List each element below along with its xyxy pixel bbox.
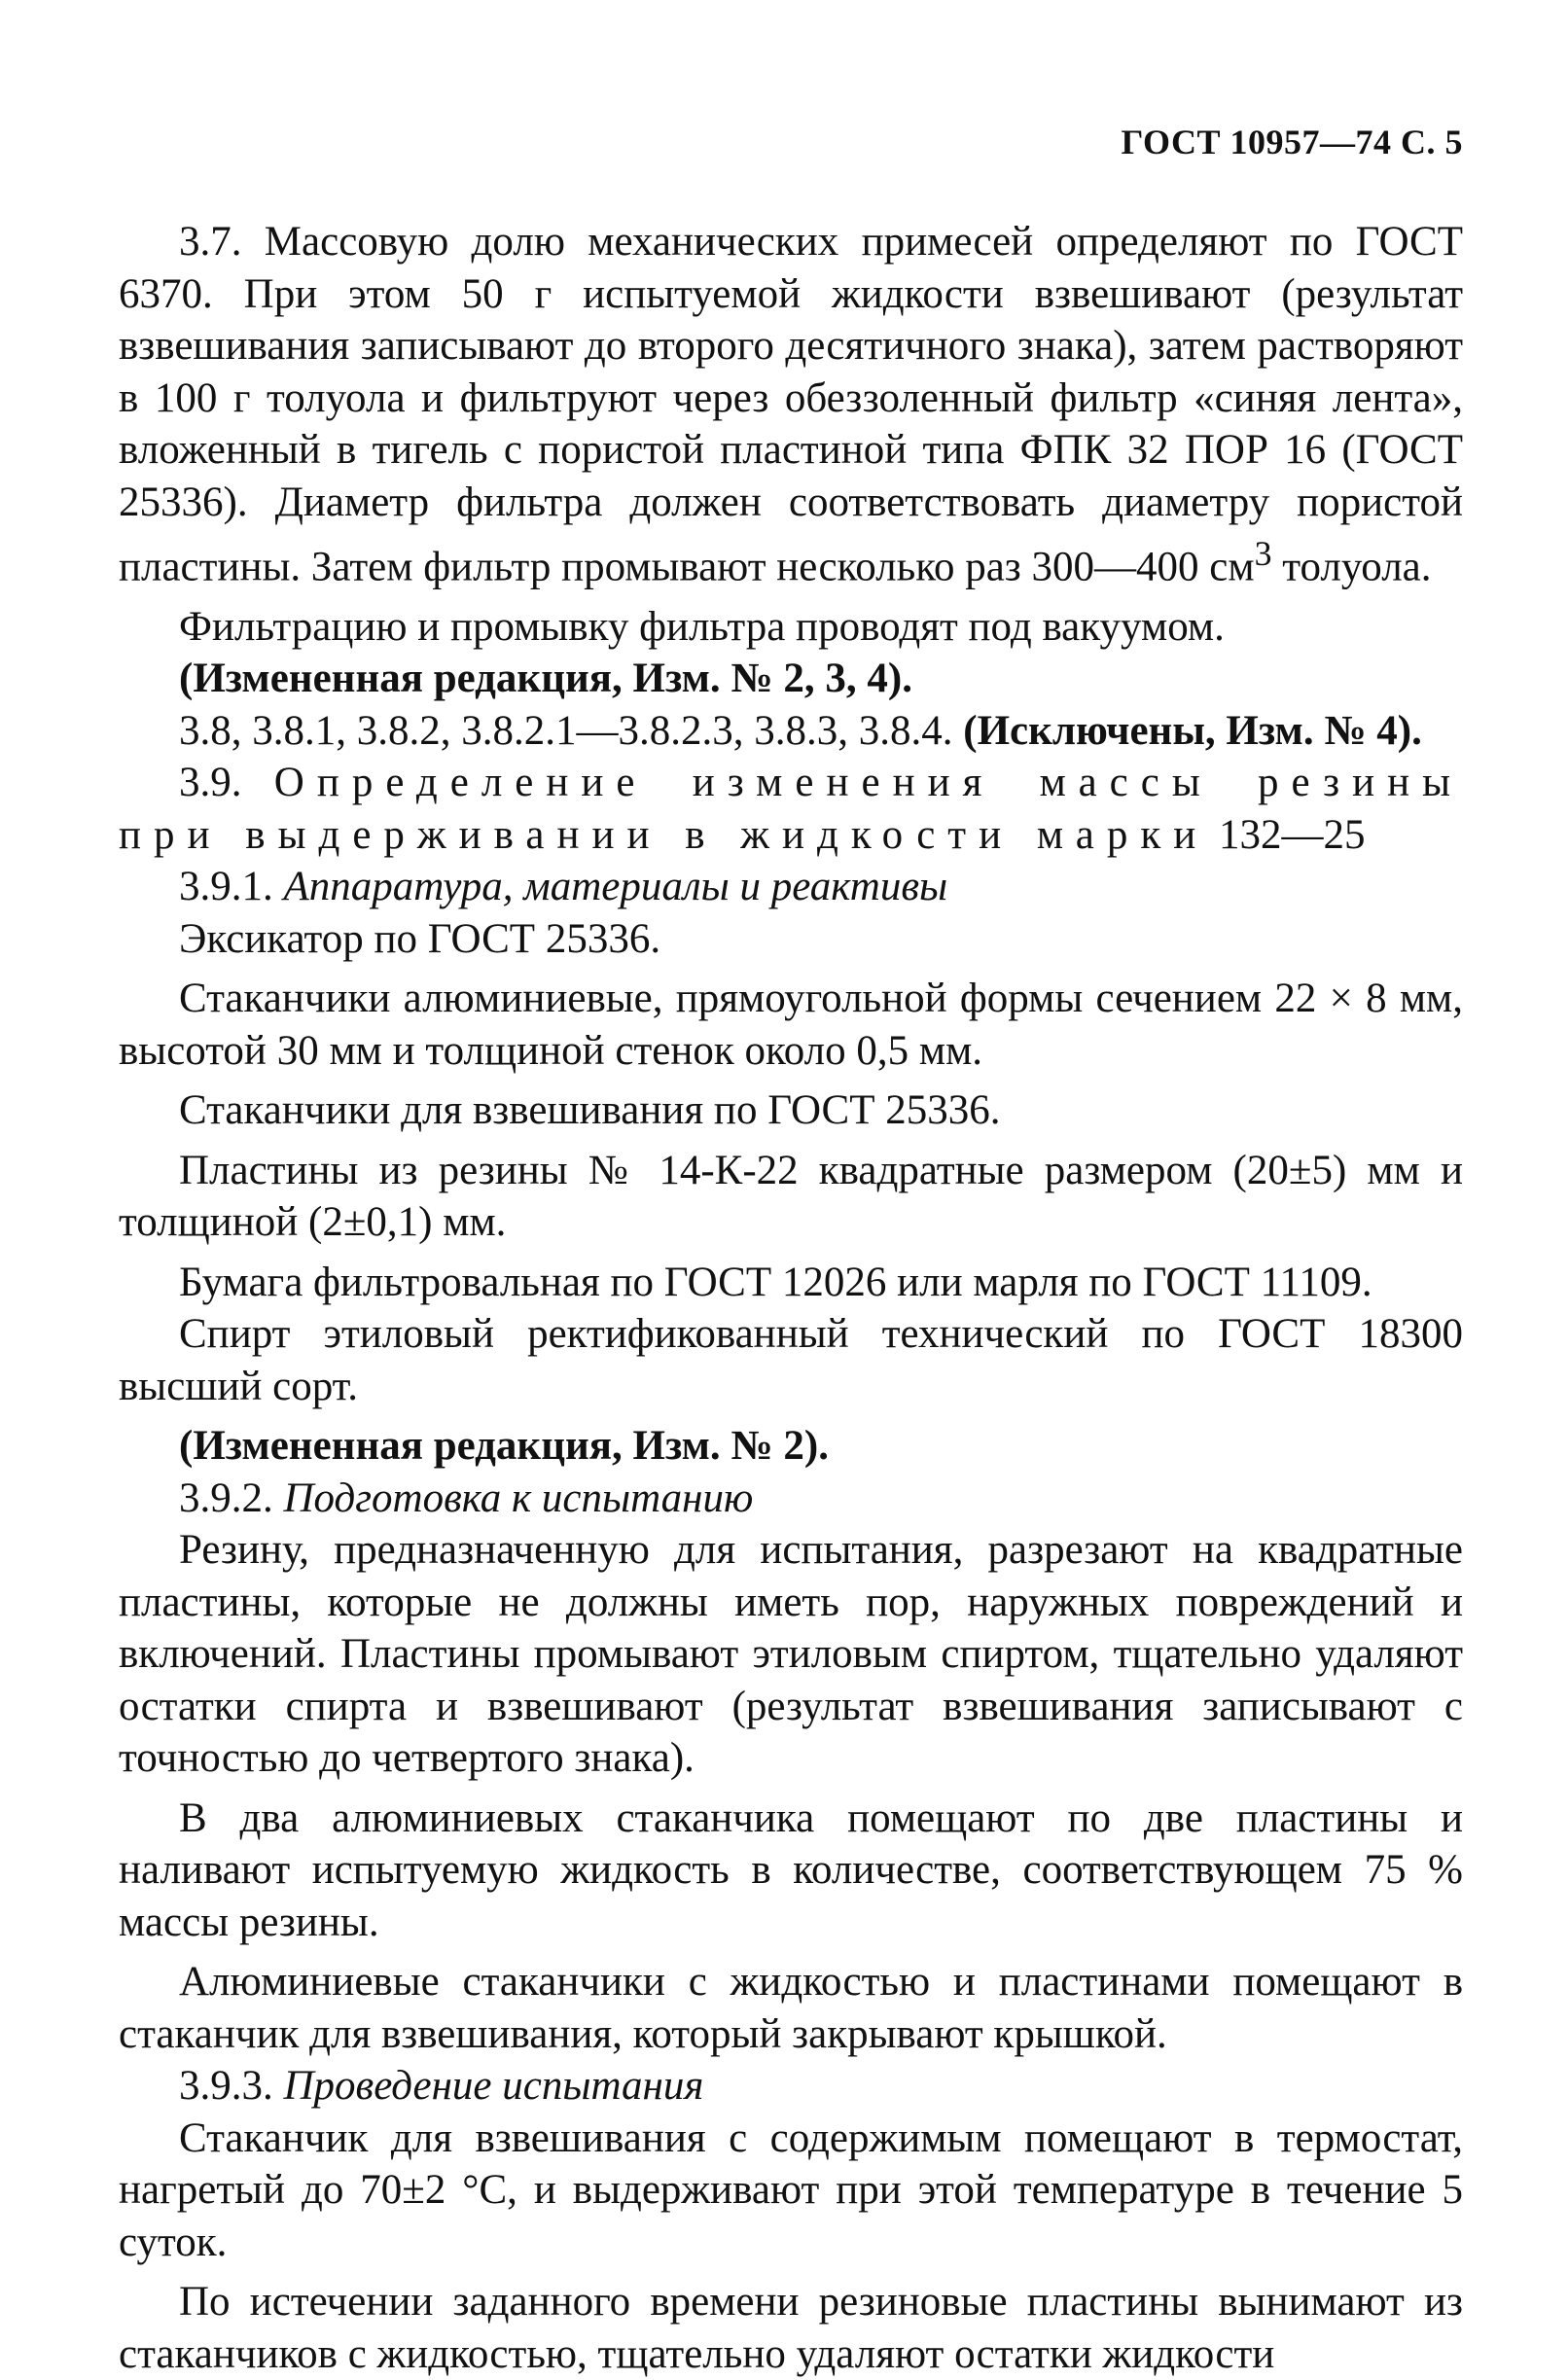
page-header: ГОСТ 10957—74 С. 5 bbox=[1121, 123, 1463, 161]
paragraph-3-7-text: 3.7. Массовую долю механических примесей определяют по ГОСТ 6370. При этом 50 г испытуемой жидкости взвешивают (результат взвешивания записывают до второго десятичного знака), затем растворяют в 100 г толуола и фильтруют через обеззоленный фильтр «синяя лента», вложенный в тигель с пористой пластиной типа ФПК 32 ПОР 16 (ГОСТ 25336). Диаметр фильтра должен соответствовать диаметру пористой пластины. Затем фильтр промывают несколько раз 300—400 см bbox=[119, 219, 1463, 590]
section-title-tail: 132—25 bbox=[1208, 811, 1366, 858]
subsection-title: Подготовка к испытанию bbox=[283, 1474, 754, 1521]
paragraph-aluminium-cups: Стаканчики алюминиевые, прямоугольной формы сечением 22 × 8 мм, высотой 30 мм и толщиной стенок около 0,5 мм. bbox=[119, 976, 1463, 1074]
paragraph-3-8-excluded bbox=[119, 705, 1463, 758]
superscript-3: 3 bbox=[1254, 534, 1272, 573]
amendment-note-2-3-4: (Измененная редакция, Изм. № 2, 3, 4). bbox=[179, 656, 912, 702]
subsection-3-9-1-heading bbox=[119, 861, 1463, 913]
paragraph-cups-in-weighing-cup: Алюминиевые стаканчики с жидкостью и пластинами помещают в стаканчик для взвешивания, который закрывают крышкой. bbox=[119, 1959, 1463, 2057]
subsection-number: 3.9.3. bbox=[179, 2063, 284, 2110]
paragraph-desiccator: Эксикатор по ГОСТ 25336. bbox=[179, 915, 661, 962]
paragraph-3-7 bbox=[119, 216, 1463, 593]
subsection-number: 3.9.1. bbox=[179, 864, 284, 910]
paragraph-3-7-tail: толуола. bbox=[1271, 544, 1432, 590]
paragraph-filtration: Фильтрацию и промывку фильтра проводят под вакуумом. bbox=[179, 603, 1225, 650]
section-number: 3.9. bbox=[179, 760, 274, 806]
section-3-9-heading bbox=[119, 757, 1463, 861]
subsection-3-9-3-heading bbox=[119, 2060, 1463, 2113]
section-title: Определение изменения массы резины при выдерживании в жидкости марки bbox=[119, 760, 1464, 858]
amendment-note-2: (Измененная редакция, Изм. № 2). bbox=[179, 1423, 829, 1470]
paragraph-rubber-preparation: Резину, предназначенную для испытания, разрезают на квадратные пластины, которые не должны иметь пор, наружных повреждений и включений. Пластины промывают этиловым спиртом, тщательно удаляют остатки спирта и взвешивают (результат взвешивания записывают с точностью до четвертого знака). bbox=[119, 1527, 1463, 1782]
paragraph-weighing-cups: Стаканчики для взвешивания по ГОСТ 25336. bbox=[179, 1087, 1001, 1134]
subsection-title: Аппаратура, материалы и реактивы bbox=[283, 864, 948, 910]
subsection-number: 3.9.2. bbox=[179, 1474, 284, 1521]
subsection-title: Проведение испытания bbox=[283, 2063, 704, 2110]
paragraph-after-time: По истечении заданного времени резиновые пластины вынимают из стаканчиков с жидкостью, тщательно удаляют остатки жидкости bbox=[119, 2279, 1463, 2377]
paragraph-two-cups: В два алюминиевых стаканчика помещают по две пластины и наливают испытуемую жидкость в количестве, соответствующем 75 % массы резины. bbox=[119, 1794, 1463, 1945]
subsection-3-9-2-heading bbox=[119, 1473, 1463, 1525]
paragraph-thermostat: Стаканчик для взвешивания с содержимым помещают в термостат, нагретый до 70±2 °С, и выдерживают при этой температуре в течение 5 суток. bbox=[119, 2114, 1463, 2265]
excluded-items: 3.8, 3.8.1, 3.8.2, 3.8.2.1—3.8.2.3, 3.8.3, 3.8.4. bbox=[179, 707, 964, 754]
document-body bbox=[119, 216, 1463, 2380]
paragraph-rubber-plates: Пластины из резины № 14-К-22 квадратные размером (20±5) мм и толщиной (2±0,1) мм. bbox=[119, 1147, 1463, 1246]
paragraph-ethyl-alcohol: Спирт этиловый ректификованный технический по ГОСТ 18300 высший сорт. bbox=[119, 1311, 1463, 1409]
excluded-note: (Исключены, Изм. № 4). bbox=[963, 707, 1422, 754]
paragraph-filter-paper: Бумага фильтровальная по ГОСТ 12026 или марля по ГОСТ 11109. bbox=[179, 1259, 1372, 1305]
